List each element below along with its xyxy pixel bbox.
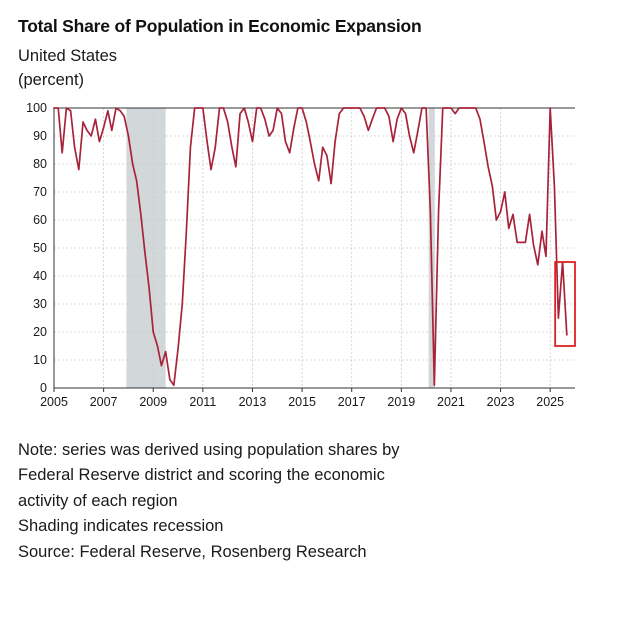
chart-notes xyxy=(18,438,605,566)
note-line-1: Note: series was derived using population shares by xyxy=(18,440,400,459)
x-axis-tick-label: 2025 xyxy=(536,394,565,409)
y-axis-tick-label: 40 xyxy=(33,268,47,283)
y-axis-tick-label: 50 xyxy=(33,240,47,255)
y-axis-tick-label: 60 xyxy=(33,212,47,227)
note-line-3: activity of each region xyxy=(18,491,178,510)
y-axis-tick-label: 100 xyxy=(26,100,47,115)
y-axis-tick-label: 30 xyxy=(33,296,47,311)
note-line-4: Shading indicates recession xyxy=(18,517,224,536)
chart-area xyxy=(18,98,605,428)
x-axis-tick-label: 2011 xyxy=(189,394,217,409)
y-axis-tick-label: 20 xyxy=(33,324,47,339)
note-line-5: Source: Federal Reserve, Rosenberg Research xyxy=(18,542,367,561)
page-title: Total Share of Population in Economic Expansion xyxy=(18,16,422,36)
note-line-2: Federal Reserve district and scoring the economic xyxy=(18,466,385,485)
x-axis-tick-label: 2015 xyxy=(288,394,317,409)
y-axis-tick-label: 70 xyxy=(33,184,47,199)
x-axis-tick-label: 2009 xyxy=(139,394,168,409)
line-chart xyxy=(18,98,605,428)
x-axis-tick-label: 2007 xyxy=(89,394,118,409)
x-axis-tick-label: 2013 xyxy=(238,394,267,409)
x-axis-tick-label: 2019 xyxy=(387,394,416,409)
y-axis-tick-label: 90 xyxy=(33,128,47,143)
x-axis-tick-label: 2005 xyxy=(40,394,68,409)
chart-units-label: (percent) xyxy=(18,71,85,90)
y-axis-tick-label: 10 xyxy=(33,352,47,367)
y-axis-tick-label: 0 xyxy=(40,380,47,395)
x-axis-tick-label: 2023 xyxy=(486,394,515,409)
chart-subtitle: United States xyxy=(18,47,118,65)
x-axis-tick-label: 2017 xyxy=(337,394,366,409)
x-axis-tick-label: 2021 xyxy=(437,394,465,409)
y-axis-tick-label: 80 xyxy=(33,156,47,171)
